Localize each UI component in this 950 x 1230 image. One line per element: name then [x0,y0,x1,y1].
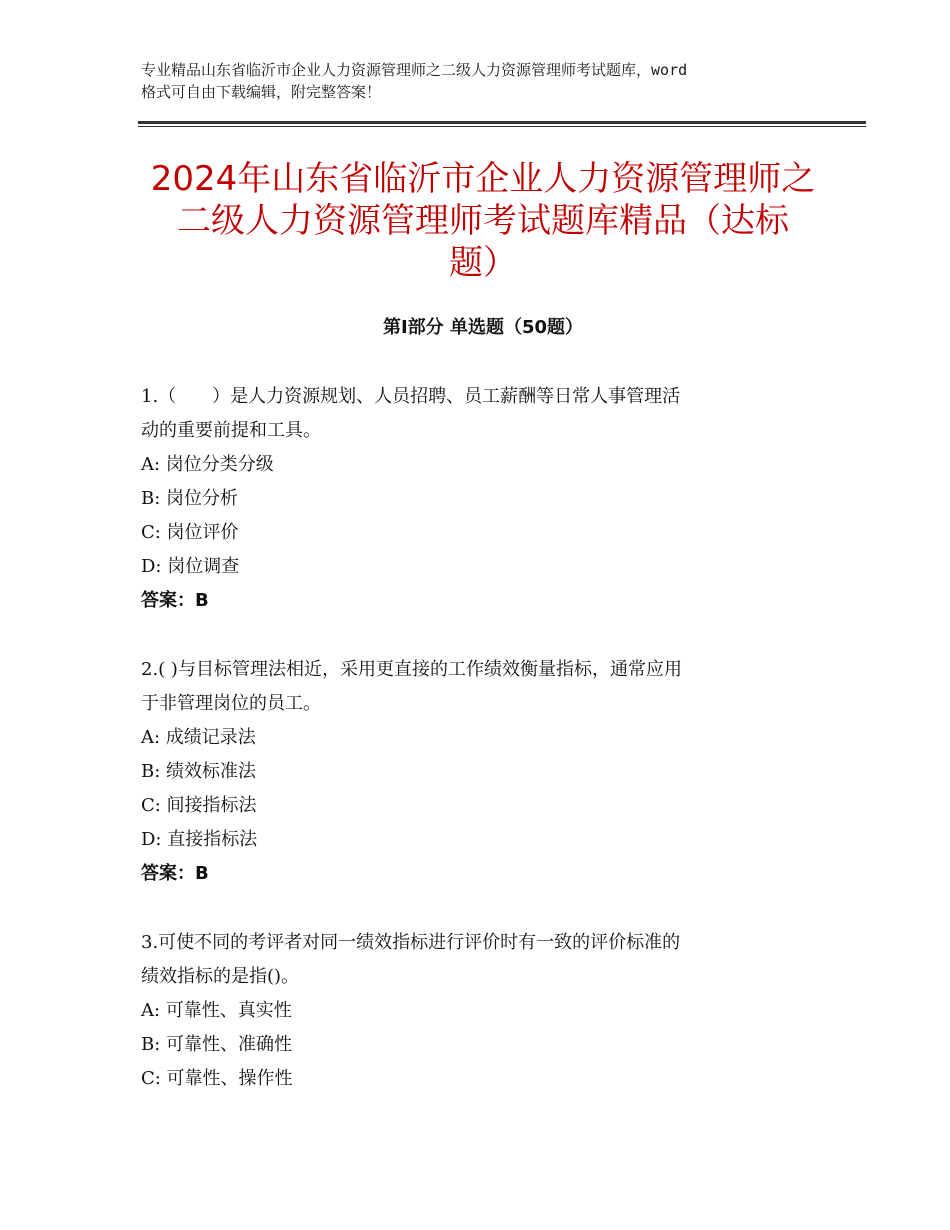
option-a: A: 岗位分类分级 [141,454,274,475]
option-d: D: 直接指标法 [141,829,258,850]
option-c: C: 岗位评价 [141,522,239,543]
question-3 [141,926,841,1096]
option-a: A: 可靠性、真实性 [141,1000,292,1021]
question-stem-line-1: 1.（ ）是人力资源规划、人员招聘、员工薪酬等日常人事管理活 [141,386,681,407]
option-c: C: 间接指标法 [141,795,257,816]
answer: 答案：B [141,863,209,884]
question-stem [141,380,841,448]
document-title-line-2: 二级人力资源管理师考试题库精品（达标 [177,201,789,241]
header-note [141,59,831,103]
header-divider-thin [138,126,866,127]
document-title-line-1: 2024年山东省临沂市企业人力资源管理师之 [150,159,816,199]
section-title: 第Ⅰ部分 单选题（50题） [382,317,583,338]
option-d: D: 岗位调查 [141,556,240,577]
question-stem [141,926,841,994]
option-a: A: 成绩记录法 [141,727,256,748]
document-title [138,158,828,284]
question-2 [141,653,841,891]
question-stem-line-2: 动的重要前提和工具。 [141,420,321,441]
header-note-line-1: 专业精品山东省临沂市企业人力资源管理师之二级人力资源管理师考试题库，word [141,61,688,79]
question-1 [141,380,841,618]
header-note-line-2: 格式可自由下载编辑，附完整答案！ [141,83,382,101]
question-stem-line-1: 2.( )与目标管理法相近，采用更直接的工作绩效衡量指标，通常应用 [141,659,682,680]
question-stem-line-2: 于非管理岗位的员工。 [141,693,321,714]
option-c: C: 可靠性、操作性 [141,1068,293,1089]
option-b: B: 岗位分析 [141,488,239,509]
answer: 答案：B [141,590,209,611]
header-divider-thick [138,121,866,124]
question-stem [141,653,841,721]
option-b: B: 绩效标准法 [141,761,257,782]
option-b: B: 可靠性、准确性 [141,1034,293,1055]
question-stem-line-2: 绩效指标的是指()。 [141,966,300,987]
document-title-line-3: 题） [449,243,517,283]
question-stem-line-1: 3.可使不同的考评者对同一绩效指标进行评价时有一致的评价标准的 [141,932,681,953]
